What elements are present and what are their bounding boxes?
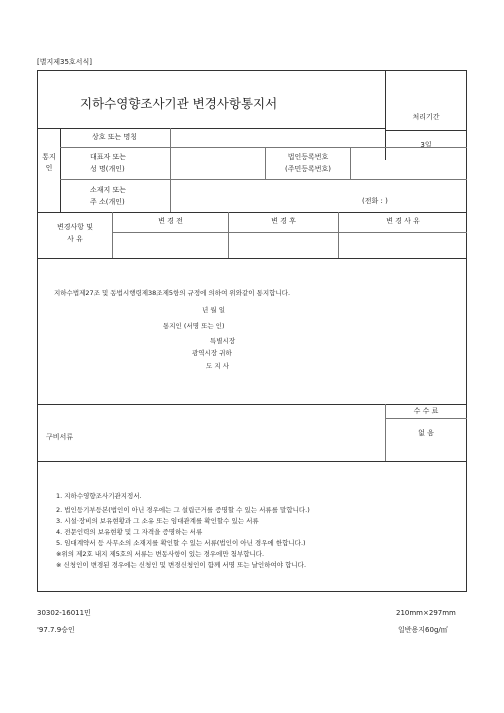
form-code: 30302-16011민	[37, 609, 91, 617]
recipient-line3: 도 지 사	[206, 362, 229, 370]
paper-size: 210mm×297mm	[396, 609, 456, 617]
changes-label-line1: 변경사항 및	[56, 223, 94, 231]
notifier-field-divider	[170, 128, 171, 212]
document-note-1: ※위의 제2호 내지 제5호의 서류는 변동사항이 있는 경우에만 첨부합니다.	[56, 550, 265, 558]
corp-divider-right	[350, 147, 351, 179]
column-after: 변 경 후	[271, 217, 296, 225]
address-label-line1: 소재지 또는	[90, 186, 127, 194]
section-line-3	[37, 258, 467, 259]
section-line-4	[37, 404, 467, 405]
document-item-3: 3. 시설·장비의 보유현황과 그 소유 또는 임대관계를 확인할수 있는 서류	[56, 517, 259, 525]
representative-label-line2: 성 명(개인)	[90, 165, 125, 173]
column-before: 변 경 전	[158, 217, 183, 225]
corp-number-label-line1: 법인등록번호	[287, 153, 329, 161]
fee-value: 없 음	[418, 429, 434, 437]
corp-number-label-line2: (주민등록번호)	[284, 165, 332, 173]
corp-divider-left	[265, 147, 266, 179]
section-line-1	[37, 128, 385, 129]
notifier-row-1	[60, 147, 467, 148]
notifier-row-2	[60, 179, 467, 180]
section-line-5	[37, 461, 467, 462]
notifier-section-label: 통지인	[42, 153, 56, 172]
document-item-2: 2. 법인등기부등본(법인이 아닌 경우에는 그 설립근거를 증명할 수 있는 서류를 말합니다.)	[56, 506, 310, 514]
document-item-1: 1. 지하수영향조사기관지정서.	[56, 492, 142, 500]
form-number: [별지제35호서식]	[37, 58, 92, 66]
processing-period-label: 처리기간	[412, 113, 440, 121]
notifier-label-divider	[60, 128, 61, 212]
statement-signer: 통지인 (서명 또는 인)	[163, 322, 225, 330]
representative-label-line1: 대표자 또는	[90, 153, 127, 161]
document-note-2: ※ 신청인이 변경된 경우에는 신청인 및 변경신청인이 함께 서명 또는 날인하여야 합니다.	[56, 561, 307, 569]
recipient-line2: 광역시장 귀하	[192, 349, 232, 357]
phone-label: (전화 : )	[362, 197, 388, 205]
changes-header-line	[112, 232, 467, 233]
period-divider	[385, 130, 467, 131]
statement-body: 지하수법제27조 및 동법시행령제38조제5항의 규정에 의하여 위와같이 통지합니다.	[54, 289, 291, 297]
approval-date: '97.7.9승인	[37, 626, 75, 634]
document-item-4: 4. 전문인력의 보유현황 및 그 자격을 증명하는 서류	[56, 528, 203, 536]
column-reason: 변 경 사 유	[386, 217, 420, 225]
recipient-line1: 특별시장	[210, 337, 236, 345]
fee-label: 수 수 료	[413, 407, 439, 415]
fee-header-line	[385, 418, 467, 419]
name-label: 상호 또는 명칭	[92, 133, 138, 141]
document-item-5: 5. 임대계약서 등 사무소의 소재지를 확인할 수 있는 서류(법인이 아닌 경우에 한합니다.)	[56, 539, 306, 547]
section-line-2	[37, 212, 467, 213]
document-title: 지하수영향조사기관 변경사항통지서	[80, 96, 278, 111]
statement-date: 년 월 일	[202, 306, 225, 314]
address-label-line2: 주 소(개인)	[90, 198, 125, 206]
changes-label-line2: 사 유	[67, 235, 83, 243]
documents-label: 구비서류	[46, 433, 74, 441]
paper-type: 일반용지60g/㎡	[398, 626, 448, 634]
processing-period-value: 3일	[420, 141, 432, 149]
